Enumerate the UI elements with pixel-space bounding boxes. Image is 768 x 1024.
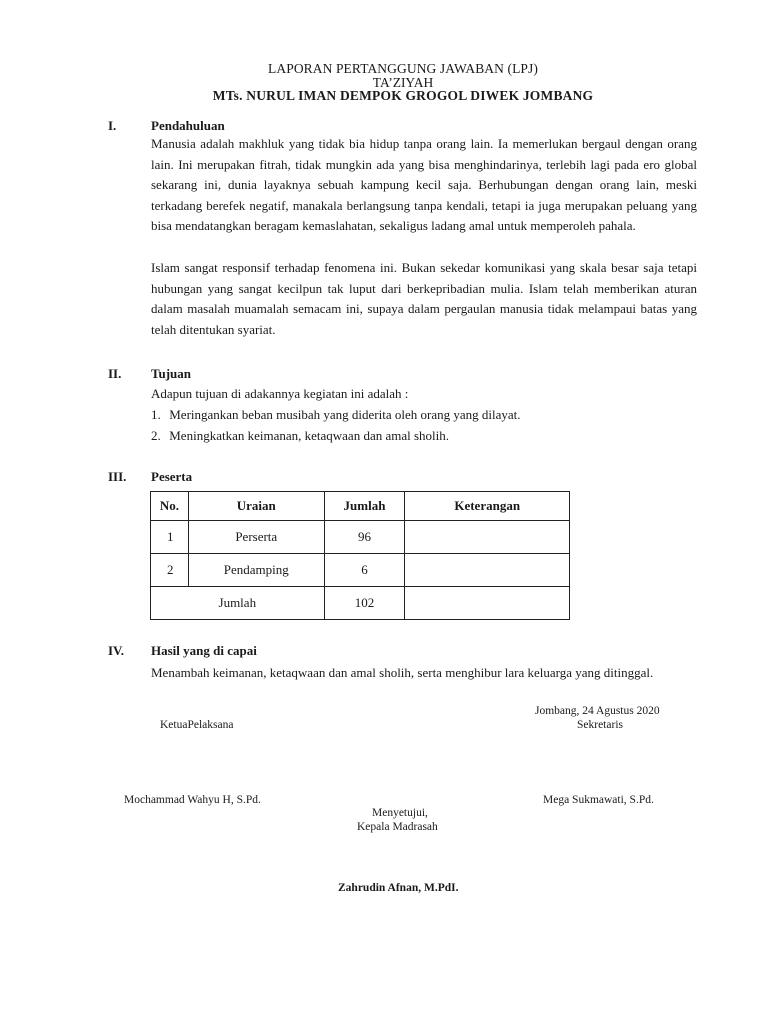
right-signer-role: Sekretaris (577, 719, 623, 731)
table-header-row (151, 492, 570, 521)
section-1-number: I. (108, 118, 117, 133)
section-3-number: III. (108, 469, 127, 484)
list-item (151, 407, 521, 423)
participants-table (150, 491, 570, 620)
section-4-title: Hasil yang di capai (151, 643, 257, 658)
head-name: Zahrudin Afnan, M.PdI. (338, 882, 459, 894)
section-4-number: IV. (108, 643, 125, 658)
title-line-1: LAPORAN PERTANGGUNG JAWABAN (LPJ) (268, 61, 538, 76)
cell-jumlah: 6 (324, 554, 405, 587)
column-header-no: No. (151, 492, 189, 521)
table-row (151, 554, 570, 587)
left-signer-name: Mochammad Wahyu H, S.Pd. (124, 794, 261, 806)
cell-total-value: 102 (324, 587, 405, 620)
place-date: Jombang, 24 Agustus 2020 (535, 705, 660, 717)
section-4-text: Menambah keimanan, ketaqwaan dan amal sholih, serta menghibur lara keluarga yang ditinggal. (151, 665, 654, 680)
title-line-2: TA’ZIYAH (372, 74, 434, 90)
cell-uraian: Perserta (188, 521, 324, 554)
head-role: Kepala Madrasah (357, 821, 438, 833)
list-item-text: Meningkatkan keimanan, ketaqwaan dan amal sholih. (169, 428, 450, 443)
cell-keterangan (405, 554, 570, 587)
list-item-number: 1. (151, 407, 161, 422)
cell-jumlah: 96 (324, 521, 405, 554)
cell-no: 2 (151, 554, 189, 587)
list-item-number: 2. (151, 428, 161, 443)
column-header-jumlah: Jumlah (324, 492, 405, 521)
column-header-uraian: Uraian (188, 492, 324, 521)
section-1-title: Pendahuluan (151, 118, 225, 133)
cell-keterangan (405, 521, 570, 554)
list-item-text: Meringankan beban musibah yang diderita oleh orang yang dilayat. (169, 407, 521, 422)
approval-label: Menyetujui, (372, 807, 428, 819)
cell-uraian: Pendamping (188, 554, 324, 587)
section-1-paragraph-2: Islam sangat responsif terhadap fenomena ini. Bukan sekedar komunikasi yang skala besar saja tetapi hubungan yang sangat kecilpun tak luput dari berkepribadian mulia. Islam telah memberikan aturan dalam masalah muamalah semacam ini, supaya dalam pergaulan manusia tidak melampaui batas yang telah ditentukan syariat. (151, 260, 697, 337)
document-title (0, 62, 768, 103)
section-1-paragraph-1: Manusia adalah makhluk yang tidak bia hidup tanpa orang lain. Ia memerlukan bergaul dengan orang lain. Ini merupakan fitrah, tidak mungkin ada yang bisa menghindarinya, terlebih lagi pada ero global sekarang ini, dunia layaknya sebuah kampung kecil saja. Berhubungan dengan orang lain, meski terkadang berefek negatif, manakala berlangsung tanpa kendali, tetapi ia juga merupakan peluang yang bisa mendatangkan beragam kemaslahatan, sekaligus ladang amal untuk memperoleh pahala. (151, 136, 697, 234)
right-signer-name: Mega Sukmawati, S.Pd. (543, 794, 654, 806)
section-3-title: Peserta (151, 469, 193, 484)
table-total-row (151, 587, 570, 620)
title-line-3: MTs. NURUL IMAN DEMPOK GROGOL DIWEK JOMBANG (212, 88, 594, 103)
cell-keterangan (405, 587, 570, 620)
cell-no: 1 (151, 521, 189, 554)
table-row (151, 521, 570, 554)
section-2-title: Tujuan (151, 366, 191, 381)
cell-total-label: Jumlah (151, 587, 325, 620)
left-signer-role: KetuaPelaksana (160, 719, 234, 731)
list-item (151, 428, 449, 444)
column-header-keterangan: Keterangan (405, 492, 570, 521)
section-2-intro: Adapun tujuan di adakannya kegiatan ini adalah : (151, 386, 409, 401)
section-2-number: II. (108, 366, 122, 381)
